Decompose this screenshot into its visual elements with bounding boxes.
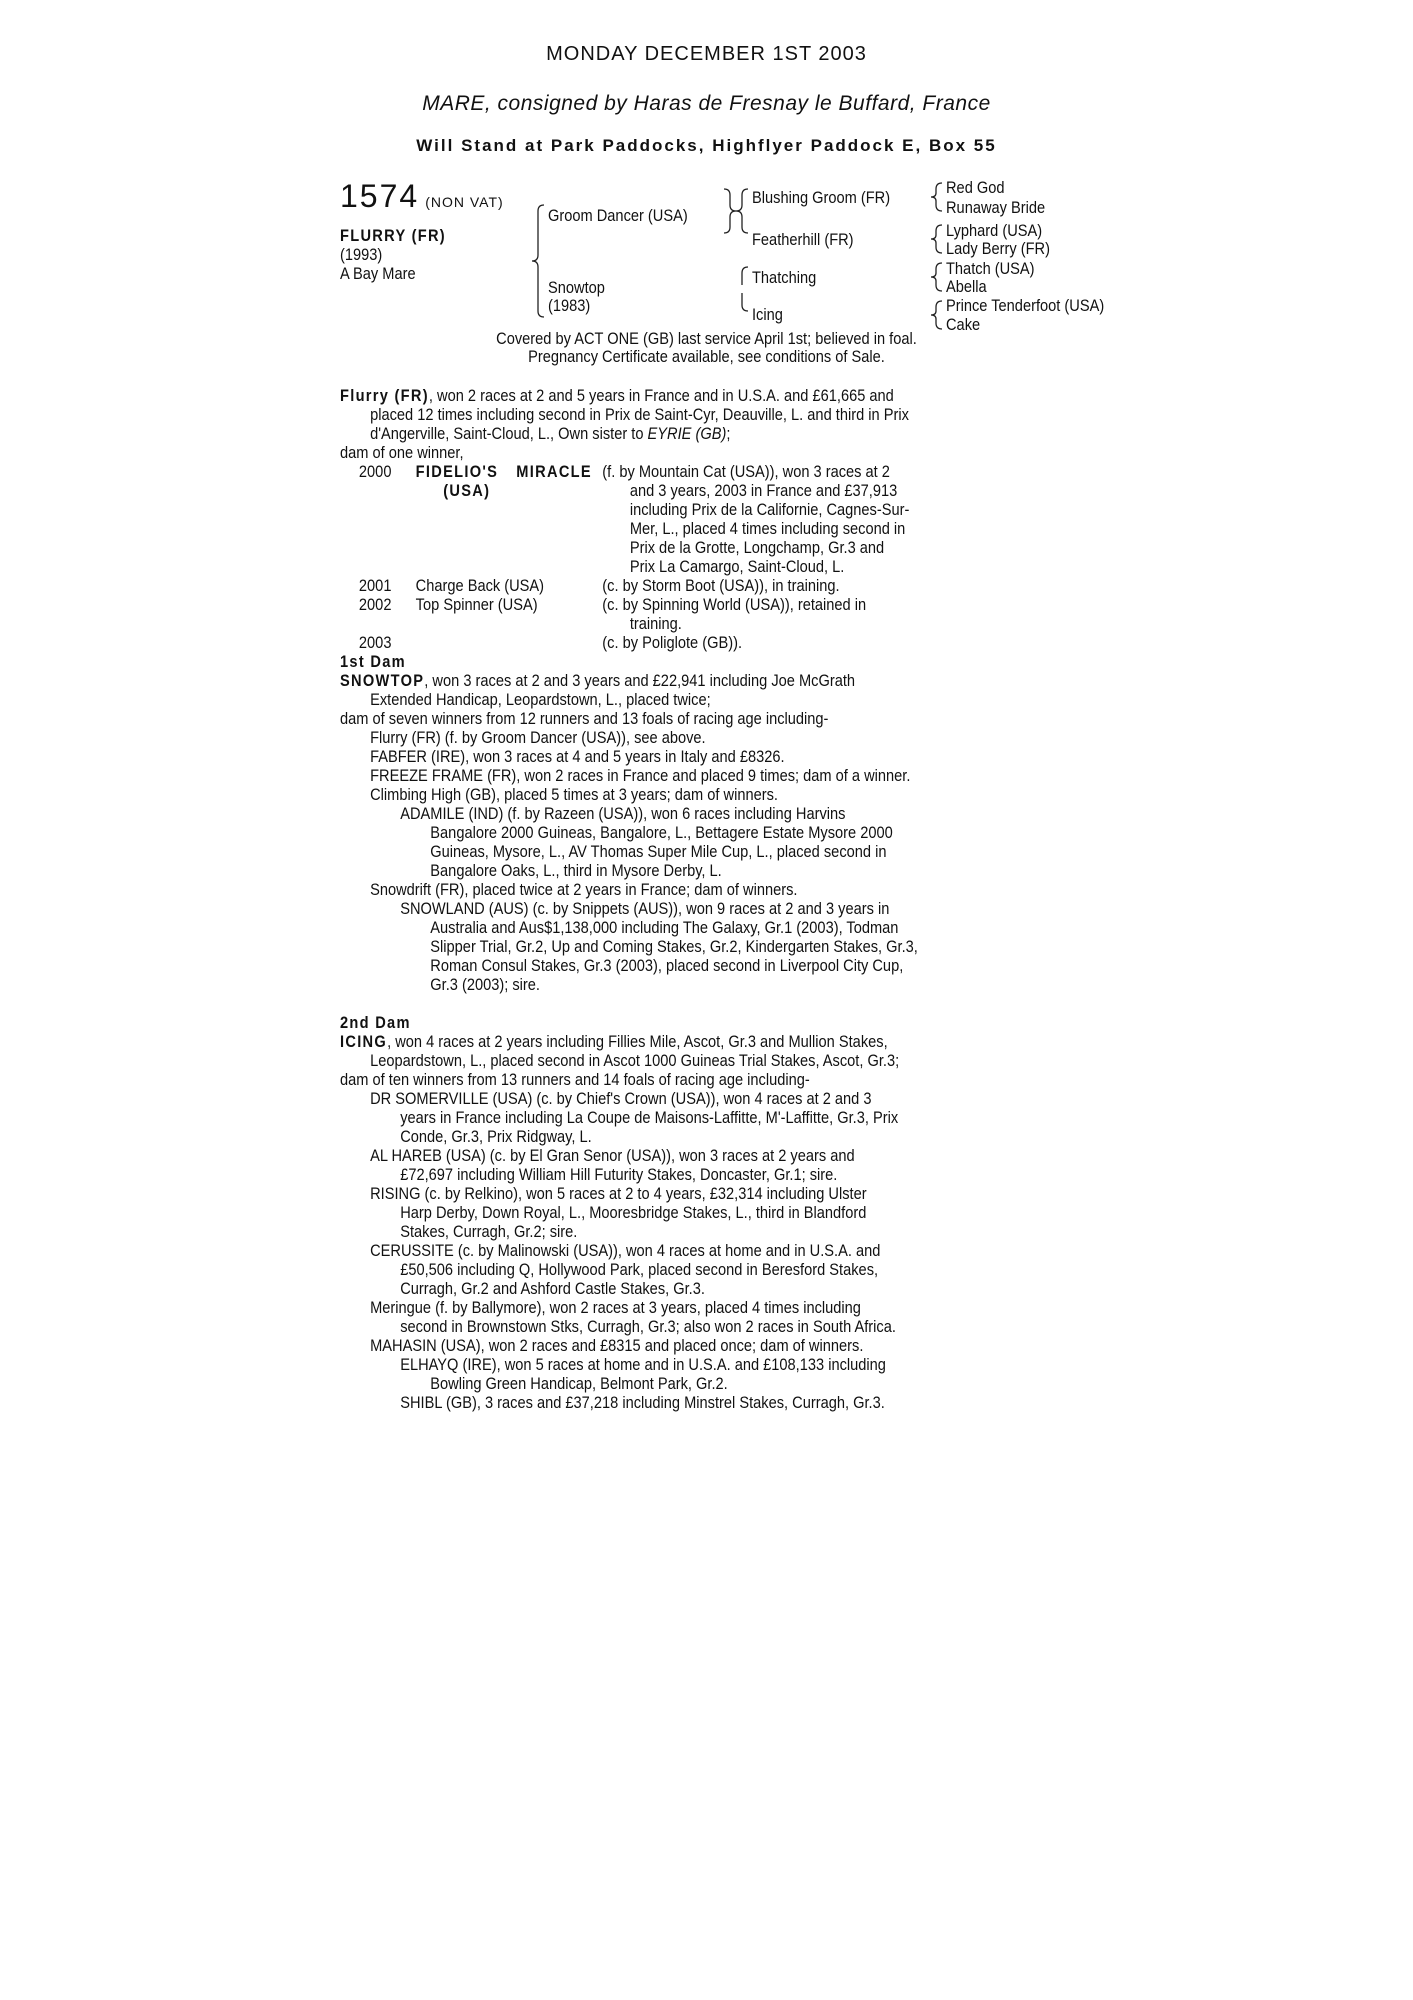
first-dam-line-2: Extended Handicap, Leopardstown, L., placed twice; <box>370 690 711 709</box>
produce-record <box>340 462 1148 652</box>
pedigree-dam-year: (1983) <box>548 296 591 315</box>
entry-line: MAHASIN (USA), won 2 races and £8315 and placed once; dam of winners. <box>370 1336 864 1355</box>
pedigree-notes <box>340 386 1148 1412</box>
produce-name: MIRACLE <box>516 462 592 481</box>
entry-line: Bowling Green Handicap, Belmont Park, Gr.2. <box>430 1374 728 1393</box>
sale-date: MONDAY DECEMBER 1ST 2003 <box>546 43 867 65</box>
produce-entry <box>340 785 1148 804</box>
produce-entry <box>340 880 1148 899</box>
produce-entry <box>340 1089 1148 1146</box>
first-dam-section <box>340 652 1148 994</box>
entry-line: Meringue (f. by Ballymore), won 2 races at 3 years, placed 4 times including <box>370 1298 861 1317</box>
covering-line-1: Covered by ACT ONE (GB) last service April 1st; believed in foal. <box>496 329 917 348</box>
entry-line: Snowdrift (FR), placed twice at 2 years in France; dam of winners. <box>370 880 798 899</box>
produce-detail: including Prix de la Californie, Cagnes-Sur- <box>629 500 910 519</box>
entry-line: FREEZE FRAME (FR), won 2 races in France and placed 9 times; dam of a winner. <box>370 766 911 785</box>
pedigree-sdd: Lady Berry (FR) <box>946 239 1050 258</box>
entry-line: Curragh, Gr.2 and Ashford Castle Stakes, Gr.3. <box>400 1279 705 1298</box>
pedigree-sds: Lyphard (USA) <box>946 221 1043 240</box>
lot-header <box>340 178 504 215</box>
produce-name: Top Spinner (USA) <box>415 595 538 614</box>
produce-detail: training. <box>629 614 682 633</box>
first-dam-produce <box>340 728 1148 994</box>
produce-name: (USA) <box>443 481 491 500</box>
entry-line: second in Brownstown Stks, Curragh, Gr.3; also won 2 races in South Africa. <box>400 1317 896 1336</box>
second-dam-section <box>340 1013 1148 1412</box>
produce-detail: Prix de la Grotte, Longchamp, Gr.3 and <box>629 538 885 557</box>
produce-entry <box>340 1336 1148 1355</box>
produce-detail: (c. by Spinning World (USA)), retained in <box>602 595 867 614</box>
produce-entry <box>340 728 1148 747</box>
produce-entry <box>340 804 1148 880</box>
entry-line: Slipper Trial, Gr.2, Up and Coming Stakes, Gr.2, Kindergarten Stakes, Gr.3, <box>430 937 918 956</box>
second-dam-heading: 2nd Dam <box>340 1013 411 1032</box>
horse-description: A Bay Mare <box>340 264 416 283</box>
produce-entry <box>340 462 1148 576</box>
pedigree-sire: Groom Dancer (USA) <box>548 206 688 225</box>
produce-entry <box>340 1393 1148 1412</box>
pedigree-sss: Red God <box>946 178 1005 197</box>
produce-entry <box>340 747 1148 766</box>
first-dam-heading: 1st Dam <box>340 652 406 671</box>
covering-line-2: Pregnancy Certificate available, see conditions of Sale. <box>528 347 885 366</box>
first-dam-name: SNOWTOP <box>340 671 425 690</box>
entry-line: RISING (c. by Relkino), won 5 races at 2 to 4 years, £32,314 including Ulster <box>370 1184 867 1203</box>
entry-line: SHIBL (GB), 3 races and £37,218 including Minstrel Stakes, Curragh, Gr.3. <box>400 1393 885 1412</box>
stand-location: Will Stand at Park Paddocks, Highflyer Paddock E, Box 55 <box>416 136 997 155</box>
produce-year: 2003 <box>358 633 392 652</box>
produce-entry <box>340 766 1148 785</box>
entry-line: Australia and Aus$1,138,000 including The Galaxy, Gr.1 (2003), Todman <box>430 918 899 937</box>
entry-line: ADAMILE (IND) (f. by Razeen (USA)), won 6 races including Harvins <box>400 804 846 823</box>
produce-name: Charge Back (USA) <box>415 576 545 595</box>
first-dam-line-3: dam of seven winners from 12 runners and 13 foals of racing age including- <box>340 709 829 728</box>
entry-line: £72,697 including William Hill Futurity Stakes, Doncaster, Gr.1; sire. <box>400 1165 838 1184</box>
produce-entry <box>340 899 1148 994</box>
pedigree-braces <box>530 175 950 335</box>
produce-detail: (f. by Mountain Cat (USA)), won 3 races at 2 <box>602 462 890 481</box>
pedigree-ddd: Cake <box>946 315 981 334</box>
entry-line: Harp Derby, Down Royal, L., Mooresbridge Stakes, L., third in Blandford <box>400 1203 867 1222</box>
produce-detail: (c. by Poliglote (GB)). <box>602 633 743 652</box>
second-dam-line-2: Leopardstown, L., placed second in Ascot 1000 Guineas Trial Stakes, Ascot, Gr.3; <box>370 1051 900 1070</box>
entry-line: Bangalore 2000 Guineas, Bangalore, L., Bettagere Estate Mysore 2000 <box>430 823 893 842</box>
produce-name: FIDELIO'S <box>415 462 499 481</box>
pedigree-dam-dam: Icing <box>752 305 783 324</box>
produce-entry <box>340 633 1148 652</box>
second-dam-line-3: dam of ten winners from 13 runners and 14 foals of racing age including- <box>340 1070 810 1089</box>
pedigree-dds: Prince Tenderfoot (USA) <box>946 296 1105 315</box>
second-dam-line-1: , won 4 races at 2 years including Fillies Mile, Ascot, Gr.3 and Mullion Stakes, <box>387 1032 888 1051</box>
flurry-name: Flurry (FR) <box>340 386 429 405</box>
second-dam-name: ICING <box>340 1032 388 1051</box>
produce-year: 2002 <box>358 595 392 614</box>
entry-line: Gr.3 (2003); sire. <box>430 975 541 994</box>
produce-entry <box>340 1298 1148 1336</box>
entry-line: Bangalore Oaks, L., third in Mysore Derby, L. <box>430 861 722 880</box>
lot-number: 1574 <box>340 178 420 214</box>
horse-year: (1993) <box>340 245 383 264</box>
consignment-line: MARE, consigned by Haras de Fresnay le Buffard, France <box>422 92 991 115</box>
entry-line: SNOWLAND (AUS) (c. by Snippets (AUS)), won 9 races at 2 and 3 years in <box>400 899 890 918</box>
produce-detail: and 3 years, 2003 in France and £37,913 <box>629 481 898 500</box>
entry-line: Stakes, Curragh, Gr.2; sire. <box>400 1222 578 1241</box>
entry-line: AL HAREB (USA) (c. by El Gran Senor (USA)), won 3 races at 2 years and <box>370 1146 855 1165</box>
entry-line: FABFER (IRE), won 3 races at 4 and 5 years in Italy and £8326. <box>370 747 785 766</box>
covering-note <box>99 330 1314 366</box>
produce-entry <box>340 1146 1148 1184</box>
horse-name: FLURRY (FR) <box>340 226 446 245</box>
flurry-line-2: placed 12 times including second in Prix de Saint-Cyr, Deauville, L. and third in Prix <box>370 405 909 424</box>
produce-entry <box>340 1184 1148 1241</box>
produce-entry <box>340 576 1148 595</box>
produce-year: 2000 <box>358 462 392 481</box>
entry-line: DR SOMERVILLE (USA) (c. by Chief's Crown (USA)), won 4 races at 2 and 3 <box>370 1089 872 1108</box>
entry-line: years in France including La Coupe de Maisons-Laffitte, M'-Laffitte, Gr.3, Prix <box>400 1108 899 1127</box>
horse-identity <box>340 226 446 283</box>
pedigree-dss: Thatch (USA) <box>946 259 1035 278</box>
entry-line: Roman Consul Stakes, Gr.3 (2003), placed second in Liverpool City Cup, <box>430 956 904 975</box>
entry-line: Guineas, Mysore, L., AV Thomas Super Mile Cup, L., placed second in <box>430 842 887 861</box>
pedigree-dam-sire: Thatching <box>752 268 817 287</box>
produce-detail: Prix La Camargo, Saint-Cloud, L. <box>629 557 845 576</box>
pedigree-sire-dam: Featherhill (FR) <box>752 230 854 249</box>
entry-line: CERUSSITE (c. by Malinowski (USA)), won 4 races at home and in U.S.A. and <box>370 1241 881 1260</box>
entry-line: Climbing High (GB), placed 5 times at 3 years; dam of winners. <box>370 785 779 804</box>
produce-detail: (c. by Storm Boot (USA)), in training. <box>602 576 840 595</box>
flurry-line-3: d'Angerville, Saint-Cloud, L., Own sister to EYRIE (GB); <box>370 424 731 443</box>
entry-line: £50,506 including Q, Hollywood Park, placed second in Beresford Stakes, <box>400 1260 879 1279</box>
flurry-line-1: , won 2 races at 2 and 5 years in France and in U.S.A. and £61,665 and <box>428 386 894 405</box>
vat-status: (NON VAT) <box>425 194 504 210</box>
produce-entry <box>340 1241 1148 1298</box>
produce-entry <box>340 1355 1148 1393</box>
entry-line: Flurry (FR) (f. by Groom Dancer (USA)), see above. <box>370 728 706 747</box>
flurry-section <box>340 386 1148 462</box>
entry-line: ELHAYQ (IRE), won 5 races at home and in U.S.A. and £108,133 including <box>400 1355 886 1374</box>
pedigree-dsd: Abella <box>946 277 987 296</box>
produce-entry <box>340 595 1148 633</box>
second-dam-produce <box>340 1089 1148 1412</box>
pedigree-sire-sire: Blushing Groom (FR) <box>752 188 891 207</box>
flurry-line-4: dam of one winner, <box>340 443 464 462</box>
pedigree-ssd: Runaway Bride <box>946 198 1046 217</box>
pedigree-dam: Snowtop <box>548 278 605 297</box>
produce-year: 2001 <box>358 576 392 595</box>
first-dam-line-1: , won 3 races at 2 and 3 years and £22,941 including Joe McGrath <box>424 671 856 690</box>
entry-line: Conde, Gr.3, Prix Ridgway, L. <box>400 1127 592 1146</box>
produce-detail: Mer, L., placed 4 times including second in <box>629 519 906 538</box>
